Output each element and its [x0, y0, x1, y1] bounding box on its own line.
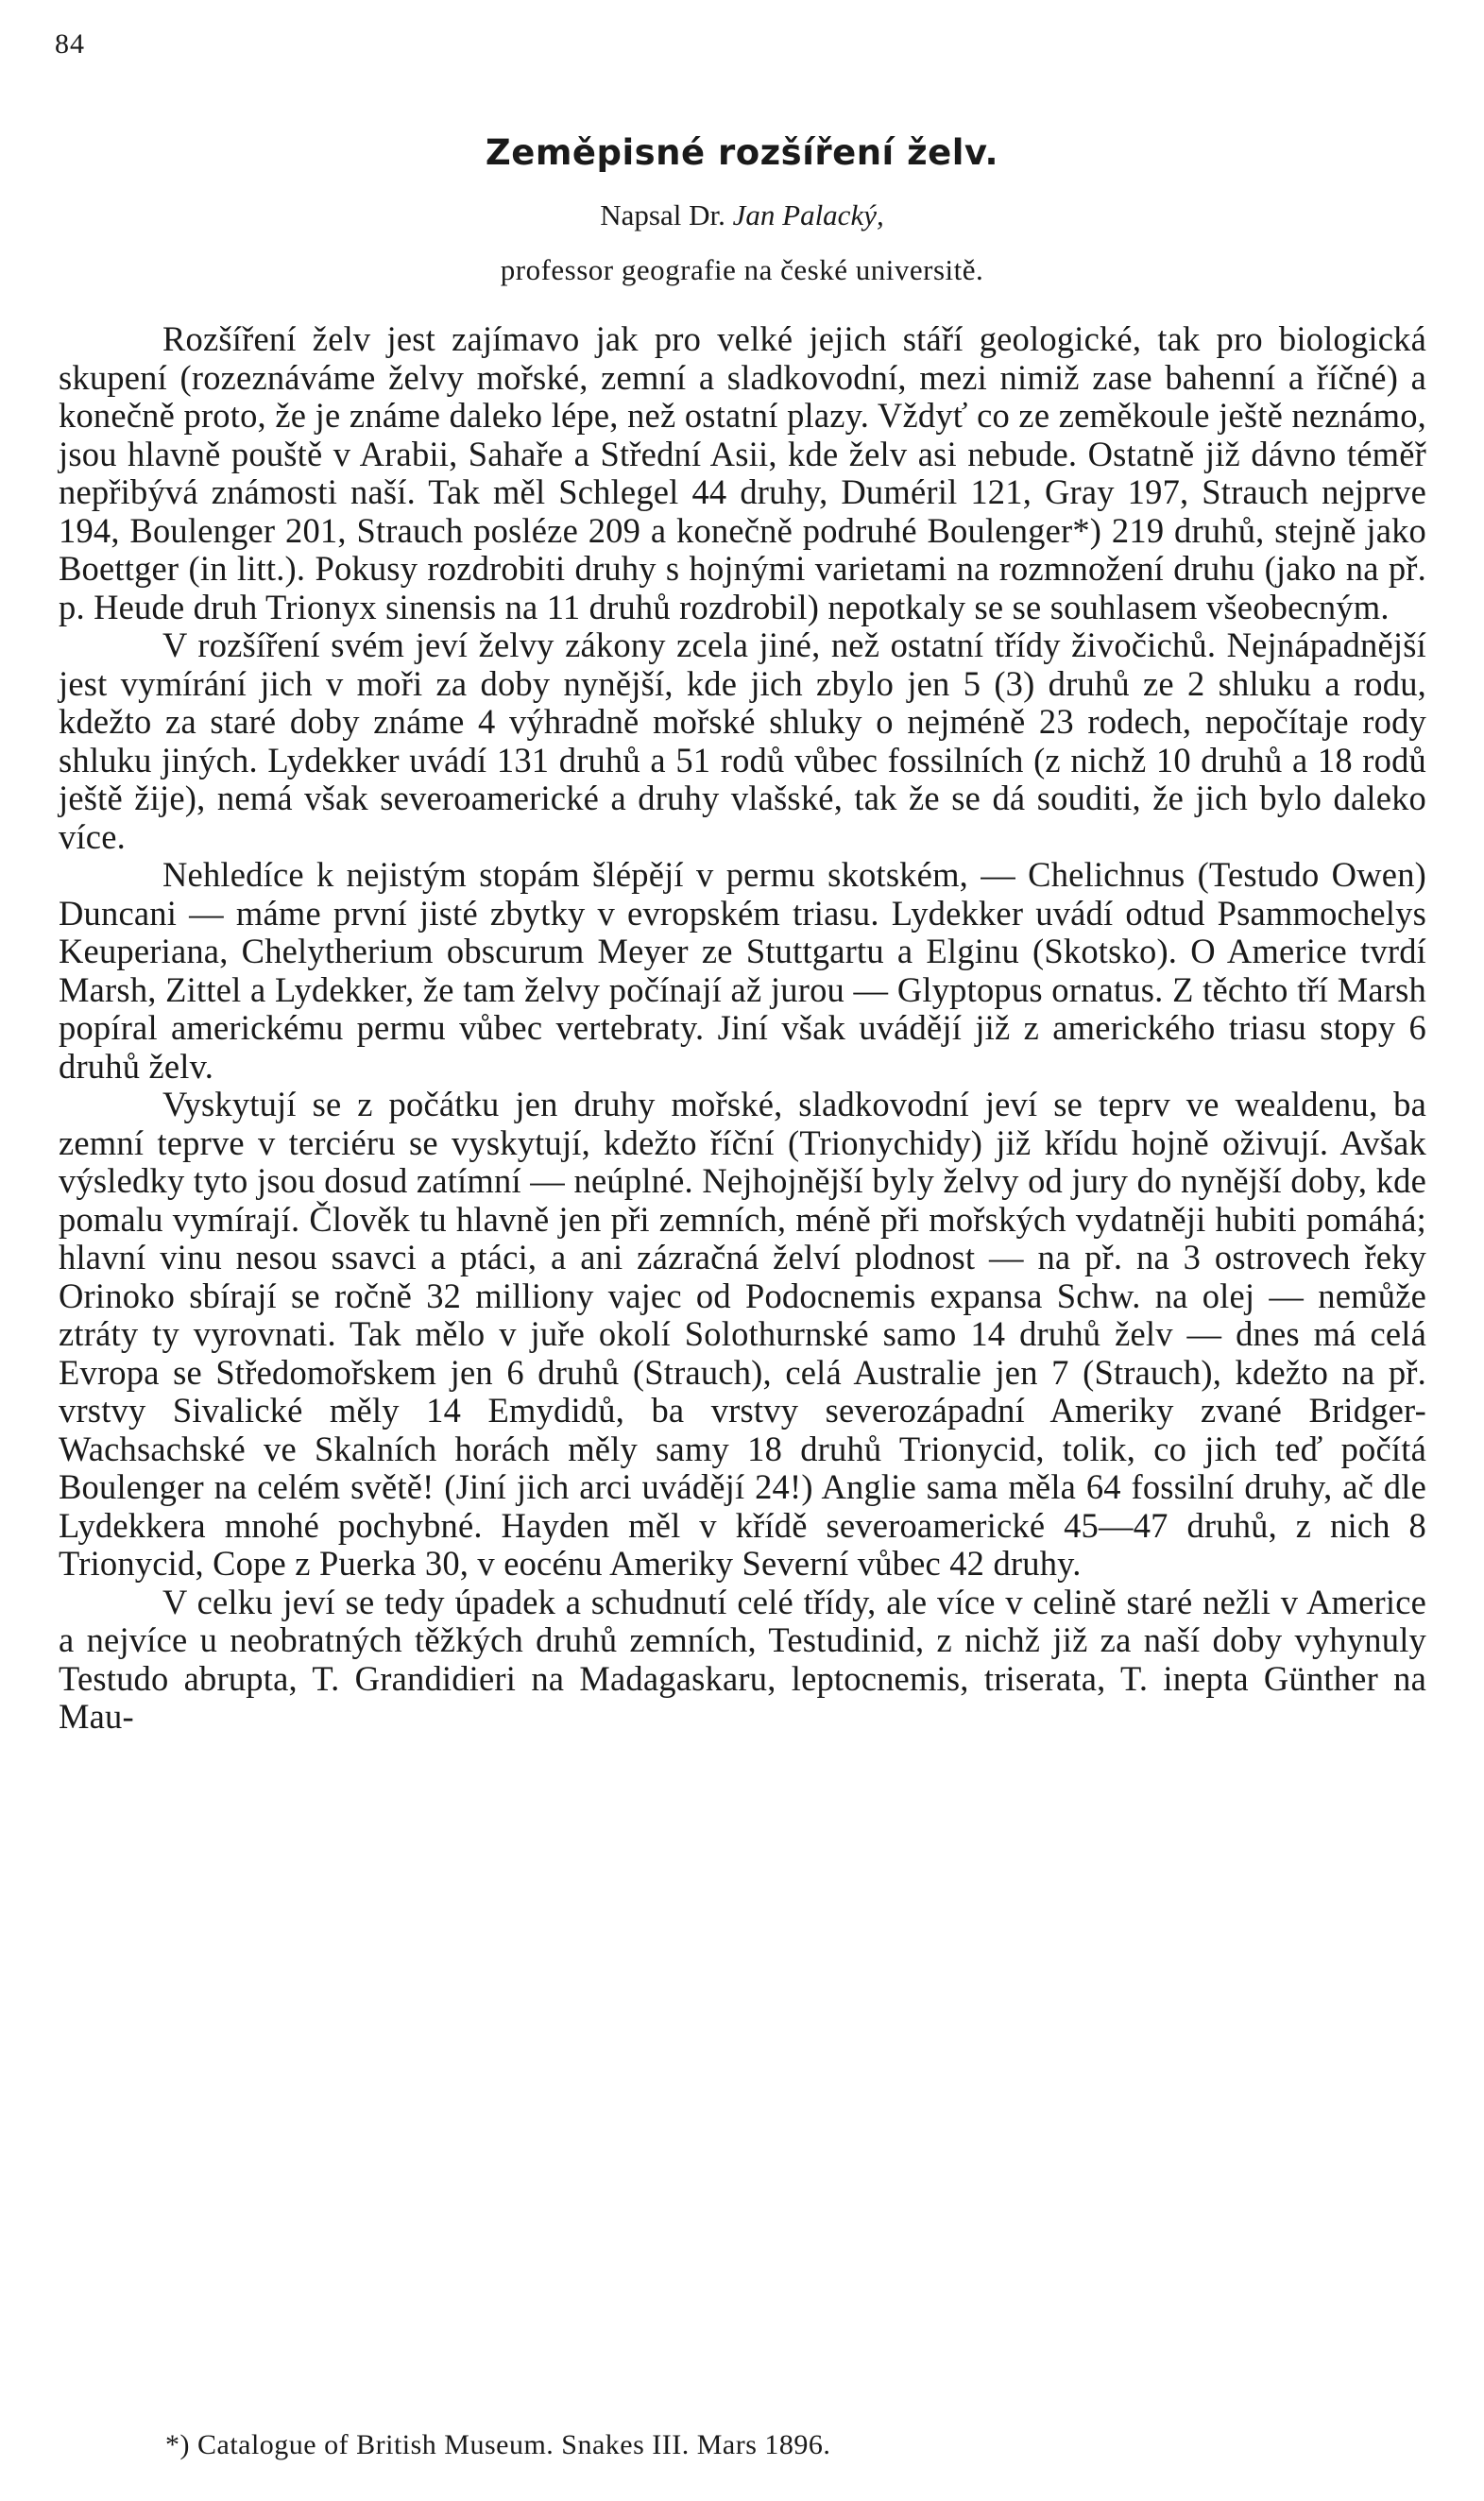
body-paragraph: V rozšíření svém jeví želvy zákony zcela jiné, než ostatní třídy živočichů. Nejnápadnější jest vymírání jich v moři za doby nynější, kde jich zbylo jen 5 (3) druhů ze 2 shluku a rodu, kdežto za staré doby známe 4 výhradně mořské shluky o nejméně 23 rodech, nepočítaje rody shluku jiných. Lydekker uvádí 131 druhů a 51 rodů vůbec fossilních (z nichž 10 druhů a 18 rodů ještě žije), nemá však severoamerické a druhy vlašské, tak že se dá souditi, že jich bylo daleko více. [59, 625, 1426, 856]
body-paragraph: Nehledíce k nejistým stopám šlépějí v permu skotském, — Chelichnus (Testudo Owen) Duncani — máme první jisté zbytky v evropském triasu. Lydekker uvádí odtud Psammochelys Keuperiana, Chelytherium obscurum Meyer ze Stuttgartu a Elginu (Skotsko). O Americe tvrdí Marsh, Zittel a Lydekker, že tam želvy počínají až jurou — Glyptopus ornatus. Z těchto tří Marsh popíral americkému permu vůbec vertebraty. Jiní však uvádějí již z amerického triasu stopy 6 druhů želv. [59, 855, 1426, 1086]
body-paragraph: V celku jeví se tedy úpadek a schudnutí celé třídy, ale více v celině staré nežli v Americe a nejvíce u neobratných těžkých druhů zemních, Testudinid, z nichž již za naší doby vyhynuly Testudo abrupta, T. Grandidieri na Madagaskaru, leptocnemis, triserata, T. inepta Günther na Mau- [59, 1582, 1426, 1736]
byline [0, 198, 1484, 232]
article-title: Zeměpisné rozšíření želv. [485, 132, 999, 173]
footnote: *) Catalogue of British Museum. Snakes III. Mars 1896. [165, 2429, 831, 2460]
body-paragraph: Vyskytují se z počátku jen druhy mořské, sladkovodní jeví se teprv ve wealdenu, ba zemní teprve v terciéru se vyskytují, kdežto říční (Trionychidy) již křídu hojně oživují. Avšak výsledky tyto jsou dosud zatímní — neúplné. Nejhojnější byly želvy od jury do nynější doby, kde pomalu vymírají. Člověk tu hlavně jen při zemních, méně při mořských vydatněji hubiti pomáhá; hlavní vinu nesou ssavci a ptáci, a ani zázračná želví plodnost — na př. na 3 ostrovech řeky Orinoko sbírají se ročně 32 milliony vajec od Podocnemis expansa Schw. na olej — nemůže ztráty ty vyrovnati. Tak mělo v juře okolí Solothurnské samo 14 druhů želv — dnes má celá Evropa se Středomořskem jen 6 druhů (Strauch), celá Australie jen 7 (Strauch), kdežto na př. vrstvy Sivalické měly 14 Emydidů, ba vrstvy severozápadní Ameriky zvané Bridger-Wachsachské ve Skalních horách měly samy 18 druhů Trionycid, tolik, co jich teď počítá Boulenger na celém světě! (Jiní jich arci uvádějí 24!) Anglie sama měla 64 fossilní druhy, ač dle Lydekkera mnohé pochybné. Hayden měl v křídě severoamerické 45—47 druhů, z nich 8 Trionycid, Cope z Puerka 30, v eocénu Ameriky Severní vůbec 42 druhy. [59, 1085, 1426, 1583]
author-affiliation: professor geografie na české universitě. [500, 253, 984, 286]
author-name: Jan Palacký, [732, 198, 884, 231]
byline-prefix: Napsal Dr. [600, 198, 725, 231]
body-paragraph: Rozšíření želv jest zajímavo jak pro velké jejich stáří geologické, tak pro biologická skupení (rozeznáváme želvy mořské, zemní a sladkovodní, mezi nimiž zase bahenní a říčné) a konečně proto, že je známe daleko lépe, než ostatní plazy. Vždyť co ze zeměkoule ještě neznámo, jsou hlavně pouště v Arabii, Sahaře a Střední Asii, kde želv asi nebude. Ostatně již dávno téměř nepřibývá známosti naší. Tak měl Schlegel 44 druhy, Duméril 121, Gray 197, Strauch nejprve 194, Boulenger 201, Strauch posléze 209 a konečně podruhé Boulenger*) 219 druhů, stejně jako Boettger (in litt.). Pokusy rozdrobiti druhy s hojnými varietami na rozmnožení druhu (jako na př. p. Heude druh Trionyx sinensis na 11 druhů rozdrobil) nepotkaly se se souhlasem všeobecným. [59, 319, 1426, 626]
page-number: 84 [55, 28, 85, 60]
article-body [59, 320, 1426, 1737]
